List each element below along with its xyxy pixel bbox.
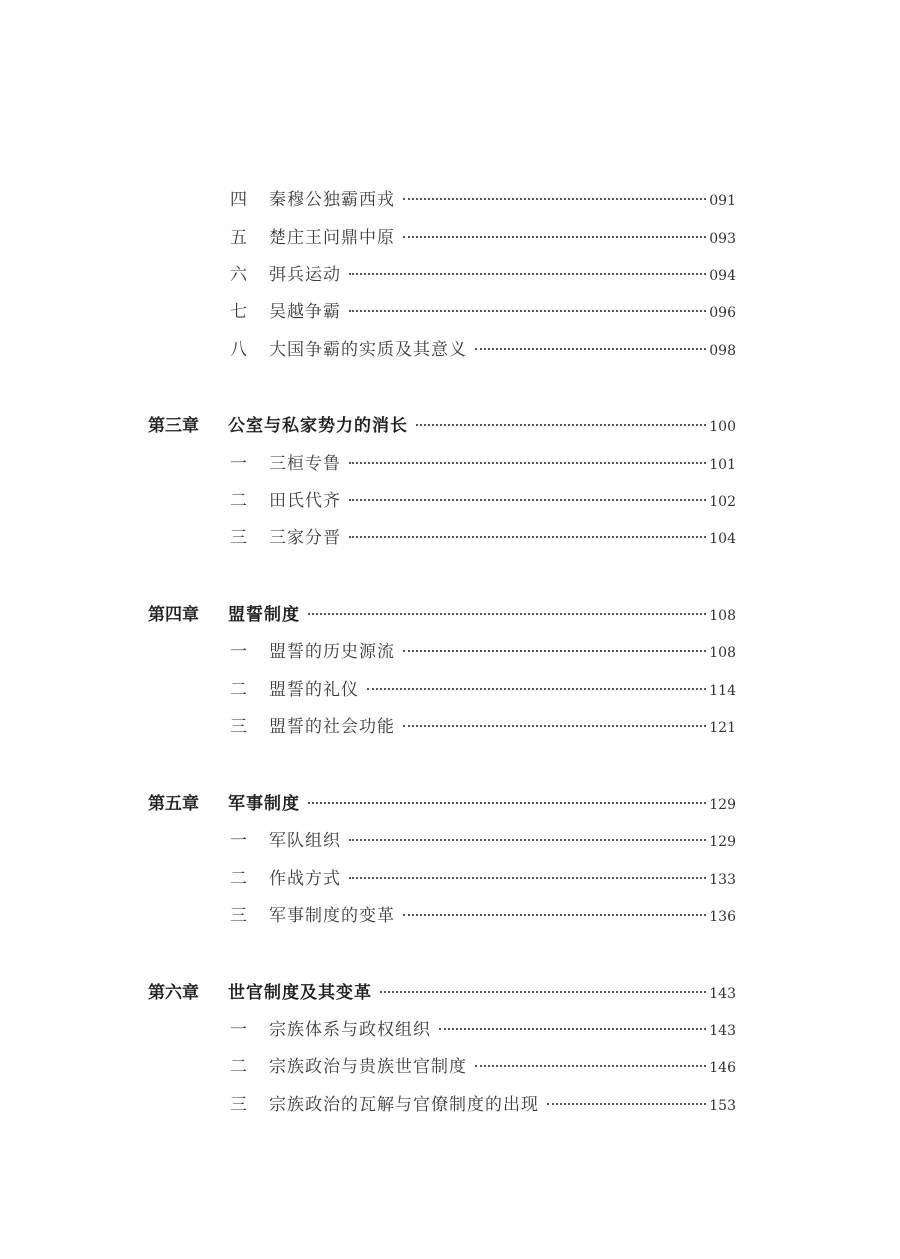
section-number: 二 (230, 869, 247, 889)
toc-entry-section[interactable] (230, 523, 736, 553)
section-title: 弭兵运动 (269, 265, 341, 285)
section-title: 军队组织 (269, 831, 341, 851)
chapter-number: 第五章 (148, 794, 199, 814)
page-number: 146 (709, 1060, 736, 1076)
page-number: 153 (709, 1098, 736, 1114)
section-title: 田氏代齐 (269, 491, 341, 511)
section-title: 三桓专鲁 (269, 454, 341, 474)
dot-leader (349, 273, 706, 275)
section-title: 盟誓的社会功能 (269, 717, 395, 737)
section-title: 作战方式 (269, 869, 341, 889)
toc-entry-chapter[interactable] (148, 600, 736, 630)
section-number: 二 (230, 1057, 247, 1077)
toc-entry-section[interactable] (230, 486, 736, 516)
section-number: 三 (230, 528, 247, 548)
section-title: 大国争霸的实质及其意义 (269, 340, 467, 360)
dot-leader (439, 1028, 706, 1030)
dot-leader (403, 650, 706, 652)
toc-entry-section[interactable] (230, 449, 736, 479)
dot-leader (475, 348, 706, 350)
chapter-number: 第六章 (148, 983, 199, 1003)
section-title: 宗族体系与政权组织 (269, 1020, 431, 1040)
page-number: 108 (709, 608, 736, 624)
dot-leader (308, 613, 706, 615)
page-number: 129 (709, 834, 736, 850)
dot-leader (547, 1103, 706, 1105)
page-number: 104 (709, 531, 736, 547)
chapter-title: 公室与私家势力的消长 (228, 416, 408, 436)
section-number: 三 (230, 906, 247, 926)
toc-entry-section[interactable] (230, 335, 736, 365)
section-number: 八 (230, 340, 247, 360)
dot-leader (349, 839, 706, 841)
toc-entry-chapter[interactable] (148, 978, 736, 1008)
chapter-title: 盟誓制度 (228, 605, 300, 625)
toc-entry-section[interactable] (230, 675, 736, 705)
toc-entry-chapter[interactable] (148, 411, 736, 441)
chapter-title: 军事制度 (228, 794, 300, 814)
section-number: 三 (230, 717, 247, 737)
toc-entry-section[interactable] (230, 260, 736, 290)
section-title: 盟誓的礼仪 (269, 680, 359, 700)
section-title: 宗族政治与贵族世官制度 (269, 1057, 467, 1077)
page-number: 133 (709, 872, 736, 888)
section-number: 七 (230, 302, 247, 322)
section-number: 一 (230, 642, 247, 662)
section-number: 六 (230, 265, 247, 285)
page-number: 100 (709, 419, 736, 435)
toc-entry-section[interactable] (230, 864, 736, 894)
toc-entry-section[interactable] (230, 826, 736, 856)
page-number: 114 (709, 683, 736, 699)
page-number: 091 (709, 193, 736, 209)
section-title: 吴越争霸 (269, 302, 341, 322)
toc-entry-section[interactable] (230, 223, 736, 253)
section-number: 二 (230, 491, 247, 511)
page-number: 136 (709, 909, 736, 925)
dot-leader (403, 725, 706, 727)
toc-entry-section[interactable] (230, 1052, 736, 1082)
dot-leader (349, 877, 706, 879)
toc-entry-section[interactable] (230, 901, 736, 931)
toc-entry-section[interactable] (230, 1015, 736, 1045)
toc-entry-section[interactable] (230, 637, 736, 667)
dot-leader (349, 310, 706, 312)
toc-entry-section[interactable] (230, 1090, 736, 1120)
dot-leader (308, 802, 706, 804)
toc-entry-section[interactable] (230, 712, 736, 742)
toc-entry-section[interactable] (230, 297, 736, 327)
dot-leader (416, 424, 706, 426)
page-number: 101 (709, 457, 736, 473)
toc-entry-section[interactable] (230, 185, 736, 215)
page-number: 096 (709, 305, 736, 321)
section-number: 一 (230, 831, 247, 851)
chapter-number: 第三章 (148, 416, 199, 436)
page-number: 093 (709, 231, 736, 247)
page-number: 098 (709, 343, 736, 359)
section-title: 秦穆公独霸西戎 (269, 190, 395, 210)
section-title: 三家分晋 (269, 528, 341, 548)
section-number: 五 (230, 228, 247, 248)
dot-leader (403, 914, 706, 916)
chapter-title: 世官制度及其变革 (228, 983, 372, 1003)
page-number: 094 (709, 268, 736, 284)
page-number: 129 (709, 797, 736, 813)
dot-leader (349, 499, 706, 501)
toc-entry-chapter[interactable] (148, 789, 736, 819)
section-title: 军事制度的变革 (269, 906, 395, 926)
dot-leader (475, 1065, 706, 1067)
section-number: 二 (230, 680, 247, 700)
page-number: 143 (709, 986, 736, 1002)
page-number: 121 (709, 720, 736, 736)
dot-leader (380, 991, 706, 993)
section-title: 宗族政治的瓦解与官僚制度的出现 (269, 1095, 539, 1115)
dot-leader (349, 536, 706, 538)
chapter-number: 第四章 (148, 605, 199, 625)
section-number: 一 (230, 1020, 247, 1040)
section-title: 盟誓的历史源流 (269, 642, 395, 662)
page-number: 143 (709, 1023, 736, 1039)
page-number: 108 (709, 645, 736, 661)
section-title: 楚庄王问鼎中原 (269, 228, 395, 248)
section-number: 三 (230, 1095, 247, 1115)
dot-leader (403, 198, 706, 200)
dot-leader (349, 462, 706, 464)
dot-leader (403, 236, 706, 238)
dot-leader (367, 688, 706, 690)
page-number: 102 (709, 494, 736, 510)
section-number: 一 (230, 454, 247, 474)
section-number: 四 (230, 190, 247, 210)
